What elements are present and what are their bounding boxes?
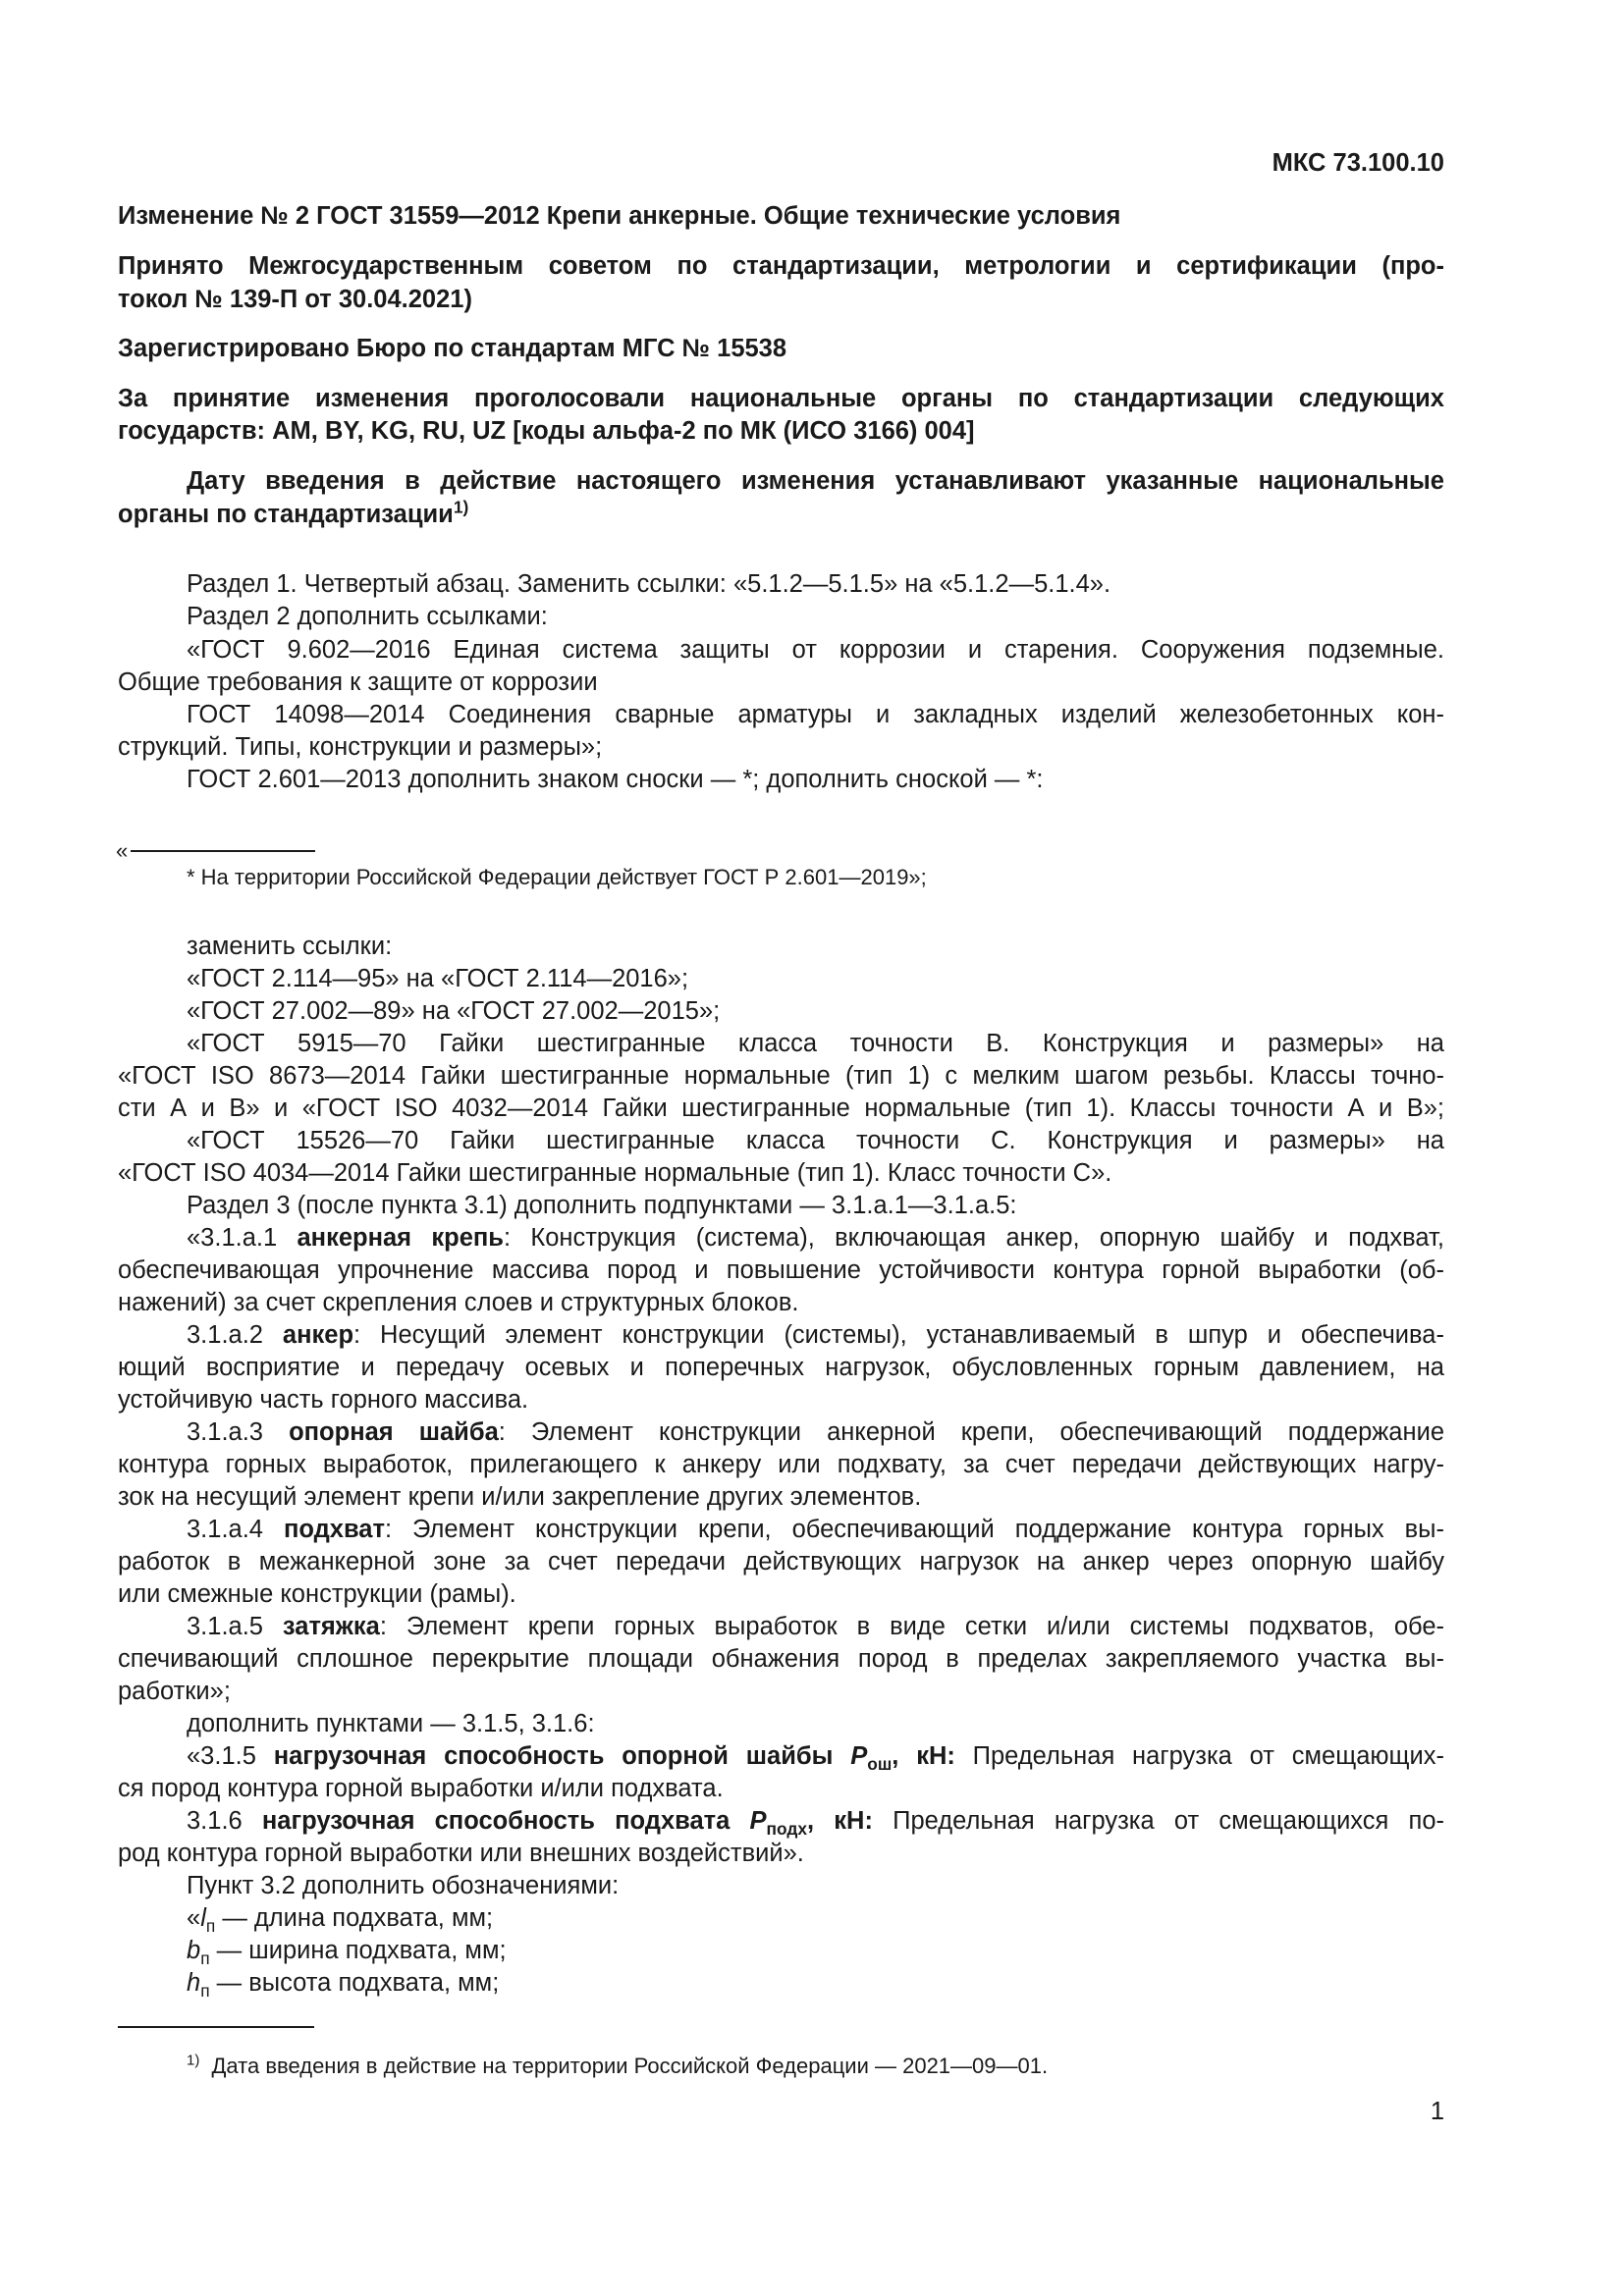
def-anchor-support-line-1: «3.1.а.1 анкерная крепь: Конструкция (система), включающая анкер, опорную шайбу и подхват, <box>187 1224 1444 1252</box>
symbol-height: $h_п$ — высота подхвата, мм; <box>187 1969 500 2002</box>
gost14098-line-2: струкций. Типы, конструкции и размеры»; <box>118 733 603 761</box>
def-anchor-support-line-2: обеспечивающая упрочнение массива пород и повышение устойчивости контура горной выработки (об- <box>118 1256 1444 1284</box>
section2-intro: Раздел 2 дополнить ссылками: <box>187 603 548 630</box>
bottom-footnote-mark: 1) <box>187 2052 200 2069</box>
gost5915-line-2: «ГОСТ ISO 8673—2014 Гайки шестигранные нормальные (тип 1) с мелким шагом резьбы. Классы точно- <box>118 1062 1444 1090</box>
def-strap-line-3: или смежные конструкции (рамы). <box>118 1580 516 1608</box>
p316-line-2: род контура горной выработки или внешних воздействий». <box>118 1840 804 1867</box>
date-line-2: органы по стандартизации$^{1)}$ <box>118 497 469 528</box>
add-points-line: дополнить пунктами — 3.1.5, 3.1.6: <box>187 1710 595 1737</box>
gost27002-line: «ГОСТ 27.002—89» на «ГОСТ 27.002—2015»; <box>187 997 721 1025</box>
def-anchor-support-line-3: нажений) за счет скрепления слоев и структурных блоков. <box>118 1289 799 1316</box>
gost15526-line-2: «ГОСТ ISO 4034—2014 Гайки шестигранные нормальные (тип 1). Класс точности С». <box>118 1159 1112 1187</box>
bottom-footnote-divider <box>118 2026 314 2028</box>
p315-line-2: ся пород контура горной выработки и/или подхвата. <box>118 1775 724 1802</box>
bottom-footnote: $^{1)}$ Дата введения в действие на территории Российской Федерации — 2021—09—01. <box>187 2052 1049 2078</box>
gost14098-line-1: ГОСТ 14098—2014 Соединения сварные арматуры и закладных изделий железобетонных кон- <box>187 701 1444 728</box>
gost9602-line-1: «ГОСТ 9.602—2016 Единая система защиты от коррозии и старения. Сооружения подземные. <box>187 636 1444 664</box>
mks-code: МКС 73.100.10 <box>1272 149 1444 177</box>
gost2114-line: «ГОСТ 2.114—95» на «ГОСТ 2.114—2016»; <box>187 965 689 992</box>
gost5915-line-1: «ГОСТ 5915—70 Гайки шестигранные класса точности В. Конструкция и размеры» на <box>187 1030 1444 1057</box>
def-lagging-line-1: 3.1.а.5 затяжка: Элемент крепи горных выработок в виде сетки и/или системы подхватов, обе- <box>187 1613 1444 1640</box>
def-anchor-line-3: устойчивую часть горного массива. <box>118 1386 529 1414</box>
def-lagging-line-2: спечивающий сплошное перекрытие площади обнажения пород в пределах закрепляемого участка вы- <box>118 1645 1444 1673</box>
def-lagging-line-3: работки»; <box>118 1678 231 1705</box>
def-washer-line-1: 3.1.а.3 опорная шайба: Элемент конструкции анкерной крепи, обеспечивающий поддержание <box>187 1418 1444 1446</box>
adopted-line-2: токол № 139-П от 30.04.2021) <box>118 286 472 313</box>
adopted-line-1: Принято Межгосударственным советом по стандартизации, метрологии и сертификации (про- <box>118 252 1444 280</box>
gost5915-line-3: сти А и В» и «ГОСТ ISO 4032—2014 Гайки шестигранные нормальные (тип 1). Классы точности А и В»; <box>118 1095 1444 1122</box>
gost2601-line: ГОСТ 2.601—2013 дополнить знаком сноски — *; дополнить сноской — *: <box>187 766 1044 793</box>
replace-refs: заменить ссылки: <box>187 933 393 960</box>
voted-line-1: За принятие изменения проголосовали национальные органы по стандартизации следующих <box>118 385 1444 412</box>
gost9602-line-2: Общие требования к защите от коррозии <box>118 668 598 696</box>
symbol-width: $b_п$ — ширина подхвата, мм; <box>187 1937 507 1969</box>
def-washer-line-3: зок на несущий элемент крепи и/или закрепление других элементов. <box>118 1483 922 1511</box>
symbol-length: «$l_п$ — длина подхвата, мм; <box>187 1904 494 1937</box>
section1-line: Раздел 1. Четвертый абзац. Заменить ссылки: «5.1.2—5.1.5» на «5.1.2—5.1.4». <box>187 570 1111 598</box>
def-strap-line-1: 3.1.а.4 подхват: Элемент конструкции крепи, обеспечивающий поддержание контура горных вы- <box>187 1516 1444 1543</box>
date-line-1: Дату введения в действие настоящего изменения устанавливают указанные национальные <box>187 467 1444 495</box>
footnote-divider <box>131 850 315 852</box>
change-title: Изменение № 2 ГОСТ 31559—2012 Крепи анкерные. Общие технические условия <box>118 202 1121 230</box>
gost15526-line-1: «ГОСТ 15526—70 Гайки шестигранные класса точности С. Конструкция и размеры» на <box>187 1127 1444 1154</box>
footnote-marker: 1) <box>453 497 469 517</box>
voted-line-2: государств: AM, BY, KG, RU, UZ [коды альфа-2 по МК (ИСО 3166) 004] <box>118 417 975 445</box>
def-anchor-line-2: ющий восприятие и передачу осевых и поперечных нагрузок, обусловленных горным давлением, на <box>118 1354 1444 1381</box>
p32-intro: Пункт 3.2 дополнить обозначениями: <box>187 1872 620 1899</box>
page-number: 1 <box>1430 2098 1444 2125</box>
registered-line: Зарегистрировано Бюро по стандартам МГС № 15538 <box>118 335 787 362</box>
p316-line-1: 3.1.6 нагрузочная способность подхвата $P_{подх}$, кН: Предельная нагрузка от смещающихся по- <box>187 1807 1444 1840</box>
def-washer-line-2: контура горных выработок, прилегающего к анкеру или подхвату, за счет передачи действующих нагру- <box>118 1451 1444 1478</box>
section3-intro: Раздел 3 (после пункта 3.1) дополнить подпунктами — 3.1.а.1—3.1.а.5: <box>187 1192 1017 1219</box>
p315-line-1: «3.1.5 нагрузочная способность опорной шайбы $P_{ош}$, кН: Предельная нагрузка от смещающих- <box>187 1742 1444 1775</box>
footnote-star: * На территории Российской Федерации действует ГОСТ Р 2.601—2019»; <box>187 865 927 889</box>
def-anchor-line-1: 3.1.а.2 анкер: Несущий элемент конструкции (системы), устанавливаемый в шпур и обеспечива- <box>187 1321 1444 1349</box>
def-strap-line-2: работок в межанкерной зоне за счет передачи действующих нагрузок на анкер через опорную шайбу <box>118 1548 1444 1575</box>
quote-open: « <box>116 838 129 863</box>
